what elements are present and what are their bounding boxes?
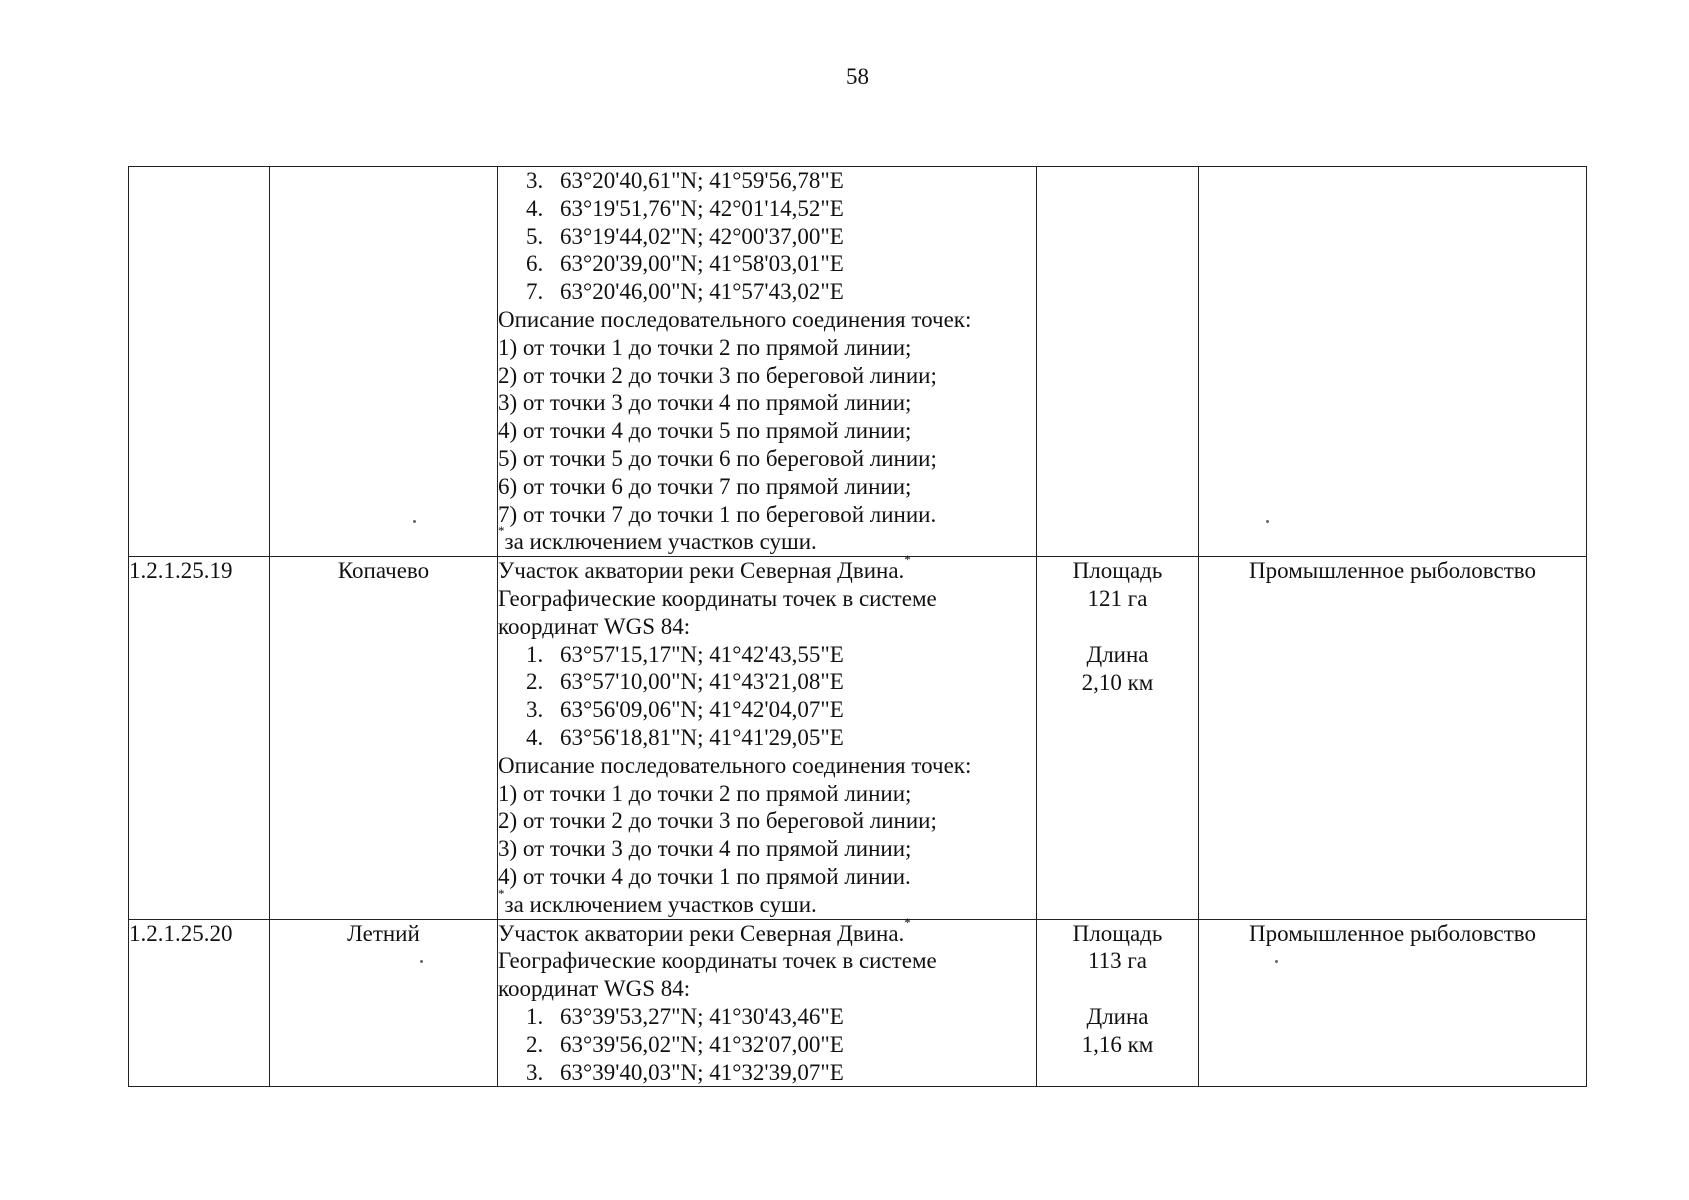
description-cell [498,552,1037,919]
coordinate-item: 4. 63°56'18,81"N; 41°41'29,05"E [526,724,844,750]
metrics-cell [1037,167,1199,557]
scan-speck [420,960,423,963]
area-label: Площадь [1072,920,1163,946]
scan-speck [1275,960,1278,963]
footnote: *за исключением участков суши. [498,523,817,555]
row-number-cell [129,167,270,557]
coordinate-item: 5. 63°19'44,02"N; 42°00'37,00"E [526,223,844,249]
description-cell [498,914,1037,1087]
page-number: 58 [846,64,869,89]
coordinate-item: 3. 63°20'40,61"N; 41°59'56,78"E [526,168,844,193]
coordinate-item: 1. 63°57'15,17"N; 41°42'43,55"E [526,641,844,667]
table-row-letniy [129,919,1587,1087]
coordinate-item: 6. 63°20'39,00"N; 41°58'03,01"E [526,251,844,277]
coordinate-item: 3. 63°39'40,03"N; 41°32'39,07"E [526,1059,844,1085]
row-number-cell: 1.2.1.25.19 [129,557,270,919]
connection-item: 2) от точки 2 до точки 3 по береговой линии; [498,808,937,834]
connection-item: 7) от точки 7 до точки 1 по береговой линии. [498,501,937,527]
connection-item: 2) от точки 2 до точки 3 по береговой линии; [498,362,937,388]
usage-cell [1199,167,1587,557]
description-line: Географические координаты точек в системе [498,585,937,611]
connection-item: 1) от точки 1 до точки 2 по прямой линии; [498,780,912,806]
coordinate-item: 4. 63°19'51,76"N; 42°01'14,52"E [526,195,844,221]
coordinate-item: 2. 63°39'56,02"N; 41°32'07,00"E [526,1031,844,1057]
connection-item: 5) от точки 5 до точки 6 по береговой линии; [498,445,937,471]
coordinate-item: 2. 63°57'10,00"N; 41°43'21,08"E [526,669,844,695]
length-label: Длина [1086,641,1149,667]
description-title: Участок акватории реки Северная Двина.* [498,552,911,584]
connection-item: 4) от точки 4 до точки 5 по прямой линии; [498,418,912,444]
table-row-kopachevo [129,557,1587,919]
row-number-cell: 1.2.1.25.20 [129,919,270,1087]
description-line: координат WGS 84: [498,976,691,1002]
table-row-continuation [129,167,1587,557]
description-line: координат WGS 84: [498,613,691,639]
connection-item: 6) от точки 6 до точки 7 по прямой линии; [498,473,912,499]
connection-title: Описание последовательного соединения точек: [498,306,972,332]
area-value: 113 га [1087,948,1148,974]
coordinate-item: 3. 63°56'09,06"N; 41°42'04,07"E [526,697,844,723]
site-name-cell: Копачево [270,557,498,919]
footnote: *за исключением участков суши. [498,885,817,917]
site-name-cell: Летний [270,919,498,1087]
site-name-cell [270,167,498,557]
metrics-cell [1037,557,1199,919]
area-value: 121 га [1087,585,1148,611]
connection-item: 4) от точки 4 до точки 1 по прямой линии. [498,863,911,889]
scan-speck [1266,520,1269,523]
connection-title: Описание последовательного соединения точек: [498,752,972,778]
coordinate-item: 1. 63°39'53,27"N; 41°30'43,46"E [526,1003,844,1029]
scan-speck [413,520,416,523]
connection-item: 3) от точки 3 до точки 4 по прямой линии; [498,390,912,416]
connection-item: 1) от точки 1 до точки 2 по прямой линии; [498,334,912,360]
description-line: Географические координаты точек в системе [498,948,937,974]
coordinate-item: 7. 63°20'46,00"N; 41°57'43,02"E [526,279,844,305]
area-label: Площадь [1072,558,1163,584]
connection-item: 3) от точки 3 до точки 4 по прямой линии; [498,836,912,862]
usage-cell: Промышленное рыболовство [1199,557,1587,919]
usage-cell: Промышленное рыболовство [1199,919,1587,1087]
description-cell [498,167,1037,557]
metrics-cell [1037,919,1199,1087]
length-label: Длина [1086,1004,1149,1030]
fishing-areas-table [128,166,1587,1087]
description-title: Участок акватории реки Северная Двина.* [498,914,911,946]
length-value: 2,10 км [1081,669,1154,695]
length-value: 1,16 км [1081,1031,1154,1057]
